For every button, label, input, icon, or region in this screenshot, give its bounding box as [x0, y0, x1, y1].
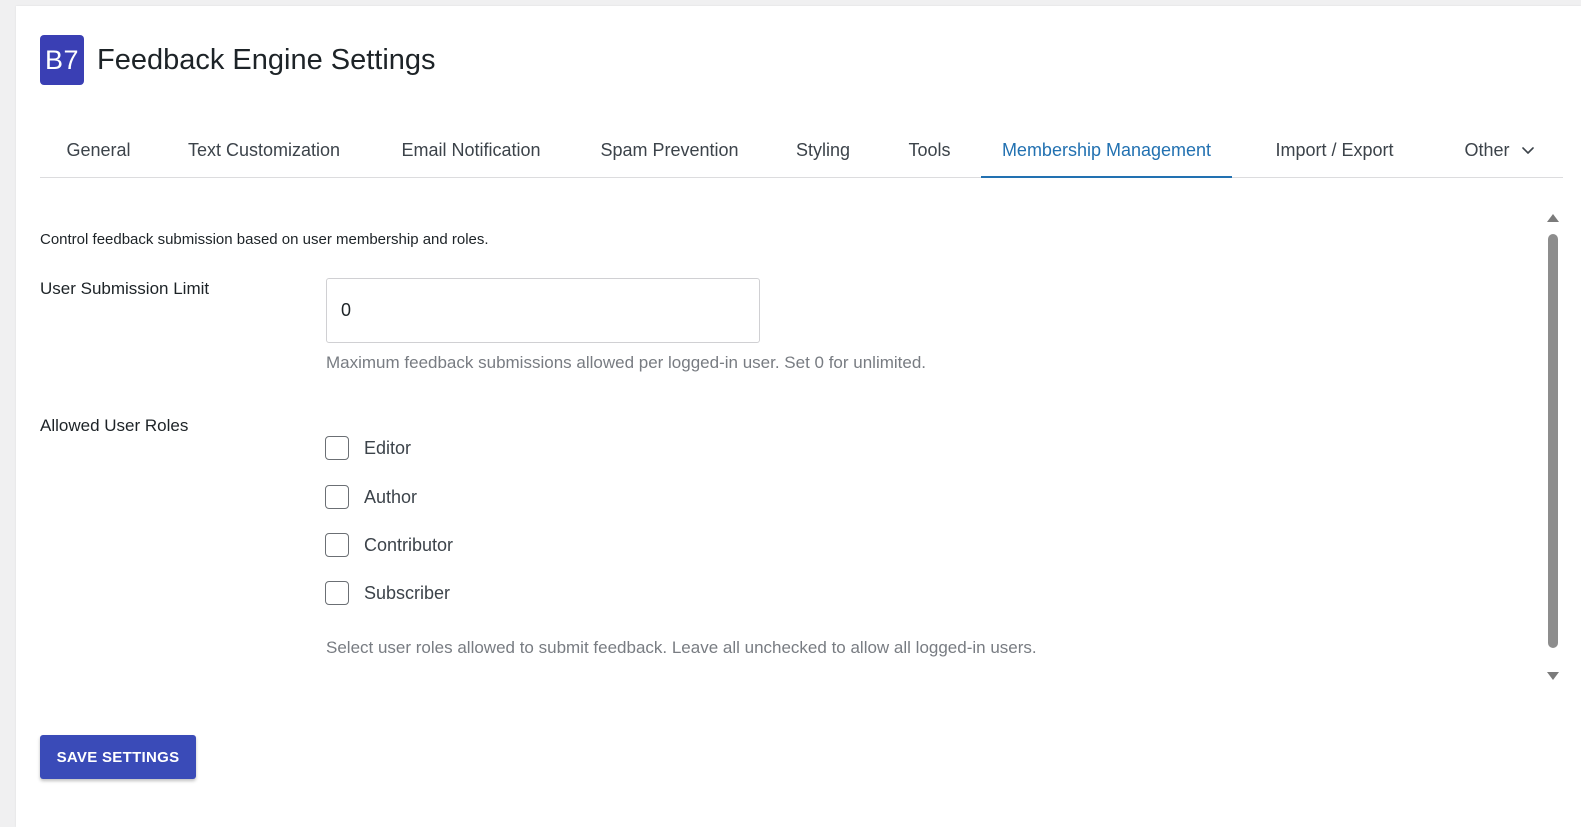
role-option-label: Author [364, 486, 418, 507]
role-option-subscriber[interactable] [325, 581, 450, 605]
role-option-contributor[interactable] [325, 533, 453, 557]
tab-email-notification[interactable] [371, 123, 571, 177]
vertical-scrollbar[interactable] [1544, 210, 1562, 682]
tab-import-export[interactable] [1232, 123, 1437, 177]
save-settings-button[interactable]: SAVE SETTINGS [40, 735, 196, 779]
tab-other[interactable] [1437, 123, 1563, 177]
role-option-label: Subscriber [364, 582, 451, 603]
scroll-up-arrow-icon[interactable] [1547, 214, 1559, 222]
tab-label: Membership Management [1001, 139, 1212, 160]
scroll-down-arrow-icon[interactable] [1547, 672, 1559, 680]
author-checkbox[interactable] [325, 485, 349, 509]
settings-panel [16, 6, 1581, 827]
tab-membership-management[interactable] [981, 123, 1232, 177]
settings-tabs [40, 123, 1563, 178]
role-option-author[interactable] [325, 485, 417, 509]
submission-limit-input[interactable] [326, 278, 760, 343]
submission-limit-label: User Submission Limit [40, 279, 210, 298]
tab-label: Email Notification [401, 139, 541, 160]
chevron-down-icon [1520, 142, 1536, 158]
scrollbar-thumb[interactable] [1548, 234, 1558, 648]
tab-styling[interactable] [768, 123, 878, 177]
tab-label: Spam Prevention [600, 139, 739, 160]
editor-checkbox[interactable] [325, 436, 349, 460]
role-option-label: Contributor [364, 534, 454, 555]
tab-label: Text Customization [187, 139, 341, 160]
role-option-editor[interactable] [325, 436, 411, 460]
section-description: Control feedback submission based on user membership and roles. [40, 231, 489, 248]
tab-general[interactable] [40, 123, 157, 177]
tab-label: General [66, 139, 131, 160]
app-logo: B7 [40, 35, 84, 85]
allowed-roles-label: Allowed User Roles [40, 416, 189, 435]
tab-label: Tools [908, 139, 951, 160]
page-header [40, 35, 436, 85]
subscriber-checkbox[interactable] [325, 581, 349, 605]
role-option-label: Editor [364, 437, 412, 458]
contributor-checkbox[interactable] [325, 533, 349, 557]
allowed-roles-help: Select user roles allowed to submit feedback. Leave all unchecked to allow all logged-in users. [326, 638, 1037, 657]
tab-spam-prevention[interactable] [571, 123, 768, 177]
tab-tools[interactable] [878, 123, 981, 177]
tab-text-customization[interactable] [157, 123, 371, 177]
tab-label: Other [1464, 139, 1510, 160]
submission-limit-help: Maximum feedback submissions allowed per logged-in user. Set 0 for unlimited. [326, 353, 927, 372]
page-title: Feedback Engine Settings [97, 43, 436, 76]
tab-label: Styling [795, 139, 851, 160]
tab-label: Import / Export [1275, 139, 1394, 160]
